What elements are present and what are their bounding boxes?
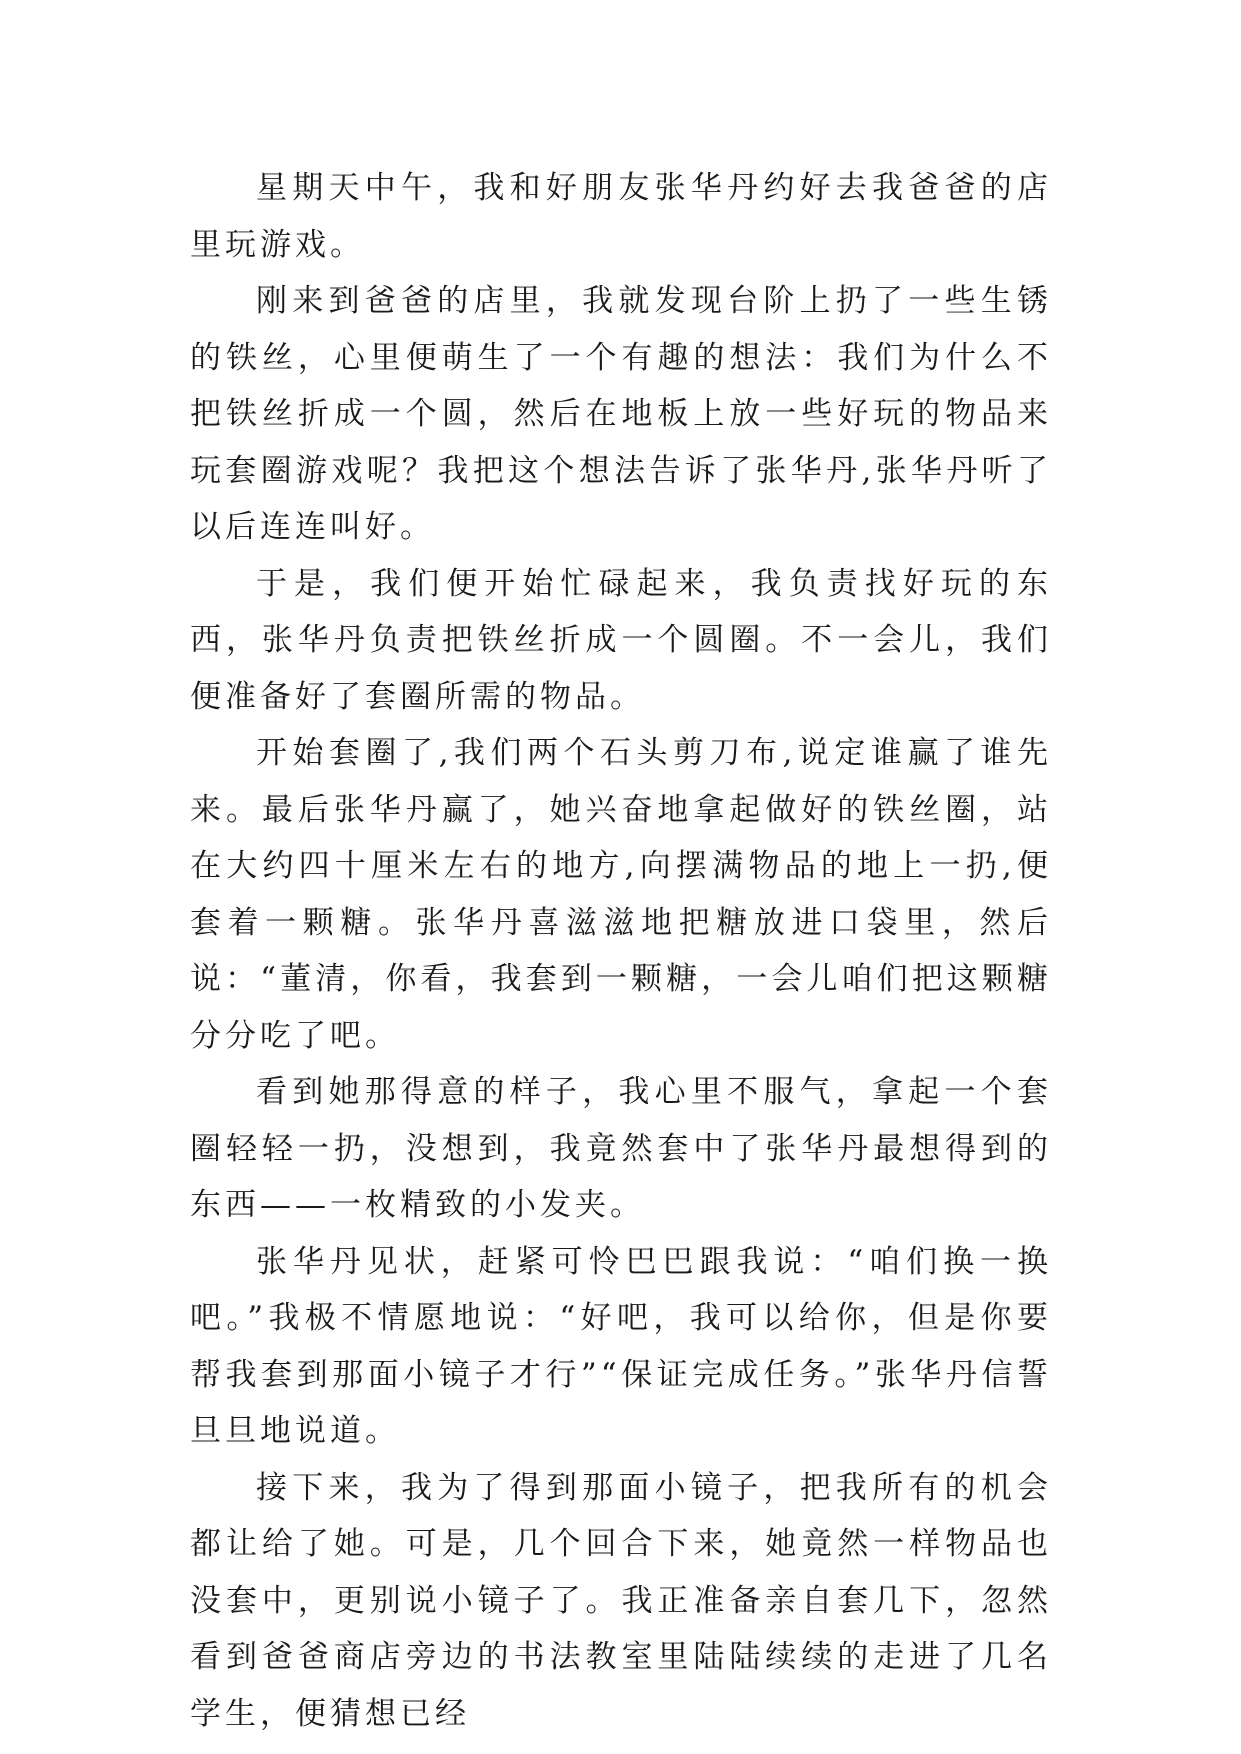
paragraph: 看到她那得意的样子，我心里不服气，拿起一个套圈轻轻一扔，没想到，我竟然套中了张华丹最想得到的东西——一枚精致的小发夹。 — [190, 1074, 1052, 1223]
document-body — [190, 160, 1052, 1742]
paragraph: 星期天中午，我和好朋友张华丹约好去我爸爸的店里玩游戏。 — [190, 170, 1052, 263]
paragraph: 接下来，我为了得到那面小镜子，把我所有的机会都让给了她。可是，几个回合下来，她竟然一样物品也没套中，更别说小镜子了。我正准备亲自套几下，忽然看到爸爸商店旁边的书法教室里陆陆续续的走进了几名学生，便猜想已经 — [190, 1469, 1052, 1732]
paragraph: 开始套圈了,我们两个石头剪刀布,说定谁赢了谁先来。最后张华丹赢了，她兴奋地拿起做好的铁丝圈，站在大约四十厘米左右的地方,向摆满物品的地上一扔,便套着一颗糖。张华丹喜滋滋地把糖放进口袋里，然后说：“董清，你看，我套到一颗糖，一会儿咱们把这颗糖分分吃了吧。 — [190, 735, 1052, 1054]
paragraph: 刚来到爸爸的店里，我就发现台阶上扔了一些生锈的铁丝，心里便萌生了一个有趣的想法：我们为什么不把铁丝折成一个圆，然后在地板上放一些好玩的物品来玩套圈游戏呢？我把这个想法告诉了张华丹,张华丹听了以后连连叫好。 — [190, 283, 1052, 545]
paragraph: 于是，我们便开始忙碌起来，我负责找好玩的东西，张华丹负责把铁丝折成一个圆圈。不一会儿，我们便准备好了套圈所需的物品。 — [190, 565, 1052, 715]
paragraph: 张华丹见状，赶紧可怜巴巴跟我说：“咱们换一换吧。”我极不情愿地说：“好吧，我可以给你，但是你要帮我套到那面小镜子才行”“保证完成任务。”张华丹信誓旦旦地说道。 — [190, 1243, 1052, 1449]
